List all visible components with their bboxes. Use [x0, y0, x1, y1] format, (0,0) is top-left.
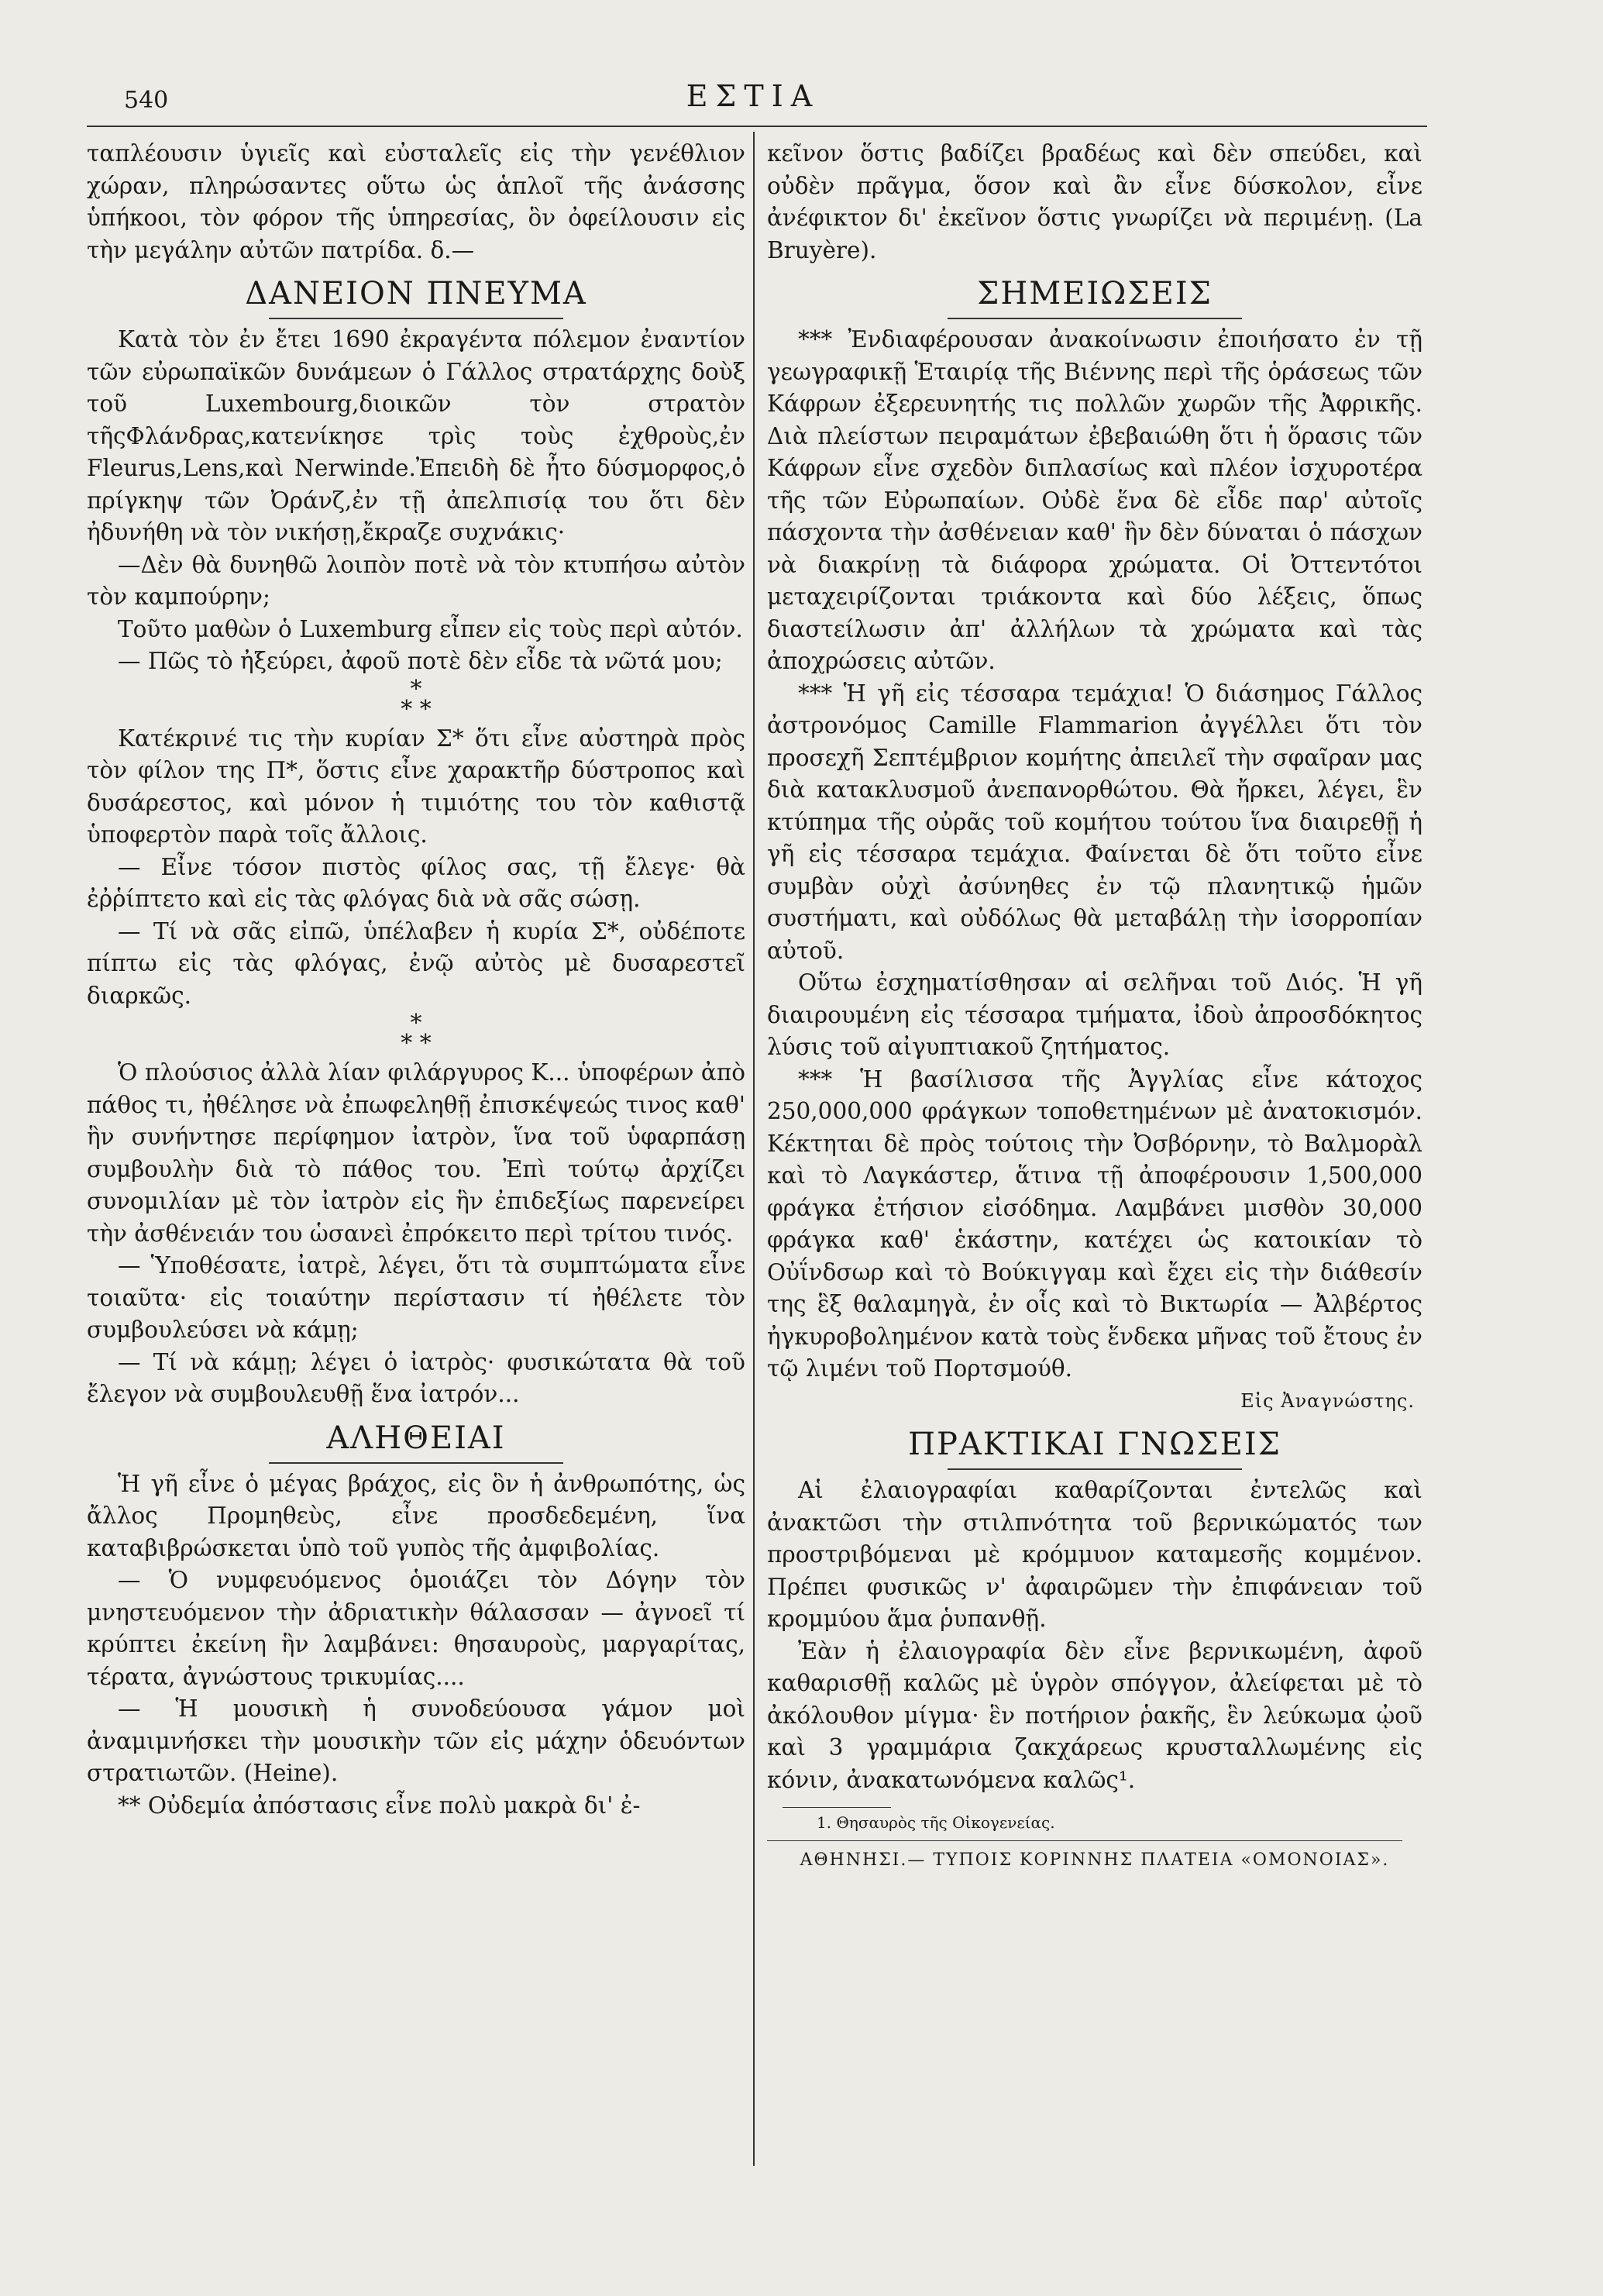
page-header [87, 77, 1419, 132]
heading-rule [269, 318, 563, 319]
column-divider [753, 132, 755, 2166]
paragraph: Οὕτω ἐσχηματίσθησαν αἱ σελῆναι τοῦ Διός. Ἡ γῆ διαιρουμένη εἰς τέσσαρα τμήματα, ἰδοὺ ἀπροσδόκητος λύσις τοῦ αἰγυπτιακοῦ ζητήματος. [767, 969, 1422, 1060]
signature: δ.— [430, 236, 475, 263]
heading-rule [948, 1468, 1242, 1470]
page-number: 540 [124, 87, 169, 114]
paragraph: Κατέκρινέ τις τὴν κυρίαν Σ* ὅτι εἶνε αὐστηρὰ πρὸς τὸν φίλον της Π*, ὅστις εἶνε χαρακτῆρ δύστροπος καὶ δυσάρεστος, καὶ μόνον ἡ τιμιότης του τὸν καθιστᾷ ὑποφερτὸν παρὰ τοῖς ἄλλοις. [87, 725, 745, 848]
footnote: 1. Θησαυρὸς τῆς Οἰκογενείας. [817, 1813, 1055, 1832]
section-heading: ΔΑΝΕΙΟΝ ΠΝΕΥΜΑ [245, 276, 587, 312]
paragraph: — Τί νὰ σᾶς εἰπῶ, ὑπέλαβεν ἡ κυρία Σ*, οὐδέποτε πίπτω εἰς τὰς φλόγας, ἐνῷ αὐτὸς μὲ δυσαρεστεῖ διαρκῶς. [87, 917, 745, 1009]
section-heading: ΣΗΜΕΙΩΣΕΙΣ [977, 276, 1213, 312]
paragraph: — Τί νὰ κάμῃ; λέγει ὁ ἰατρὸς· φυσικώτατα θὰ τοῦ ἔλεγον νὰ συμβουλευθῇ ἕνα ἰατρόν... [87, 1348, 745, 1407]
footnote-rule [783, 1807, 891, 1808]
signature: Εἰς Ἀναγνώστης. [1240, 1389, 1415, 1412]
heading-rule [948, 318, 1242, 319]
paragraph: Αἱ ἐλαιογραφίαι καθαρίζονται ἐντελῶς καὶ ἀνακτῶσι τὴν στιλπνότητα τοῦ βερνικώματός των προστριβόμεναι μὲ κρόμμυον καταμεσῆς κομμένον. Πρέπει φυσικῶς ν' ἀφαιρῶμεν τὴν ἐπιφάνειαν τοῦ κρομμύου ἅμα ῥυπανθῇ. [767, 1477, 1422, 1632]
paragraph: — Ὁ νυμφευόμενος ὁμοιάζει τὸν Δόγην τὸν μνηστευόμενον τὴν ἀδριατικὴν θάλασσαν — ἀγνοεῖ τί κρύπτει ἐκείνη ἣν λαμβάνει: θησαυροὺς, μαργαρίτας, τέρατα, ἀγνώστους τρικυμίας.... [87, 1567, 745, 1690]
printer-imprint: ΑΘΗΝΗΣΙ.— ΤΥΠΟΙΣ ΚΟΡΙΝΝΗΣ ΠΛΑΤΕΙΑ «ΟΜΟΝΟΙΑΣ». [800, 1850, 1390, 1870]
paragraph: — Ὑποθέσατε, ἰατρὲ, λέγει, ὅτι τὰ συμπτώματα εἶνε τοιαῦτα· εἰς τοιαύτην περίστασιν τί ἠθέλετε τὸν συμβουλεύσει νὰ κάμῃ; [87, 1252, 745, 1343]
paragraph: — Εἶνε τόσον πιστὸς φίλος σας, τῇ ἔλεγε· θὰ ἐῤῥίπτετο καὶ εἰς τὰς φλόγας διὰ νὰ σᾶς σώσῃ. [87, 853, 745, 912]
paragraph: *** Ἐνδιαφέρουσαν ἀνακοίνωσιν ἐποιήσατο ἐν τῇ γεωγραφικῇ Ἑταιρίᾳ τῆς Βιέννης περὶ τῆς ὁράσεως τῶν Κάφρων ἐξερευνητής τις πολλῶν χωρῶν τῆς Ἀφρικῆς. Διὰ πλείστων πειραμάτων ἐβεβαιώθη ὅτι ἡ ὅρασις τῶν Κάφρων εἶνε σχεδὸν διπλασίως καὶ πλέον ἰσχυροτέρα τῆς τῶν Εὐρωπαίων. Οὐδὲ ἕνα δὲ εἶδε παρ' αὐτοῖς πάσχοντα τὴν ἀσθένειαν καθ' ἣν δὲν δύναται ὁ πάσχων νὰ διακρίνῃ τὰ διάφορα χρώματα. Οἱ Ὀττεντότοι μεταχειρίζονται τριάκοντα καὶ δύο λέξεις, ὅπως διαστείλωσιν ἀπ' ἀλλήλων τὰ χρώματα καὶ τὰς ἀποχρώσεις αὐτῶν. [767, 326, 1422, 674]
paragraph: Ὁ πλούσιος ἀλλὰ λίαν φιλάργυρος Κ... ὑποφέρων ἀπὸ πάθος τι, ἠθέλησε νὰ ἐπωφεληθῇ ἐπισκέψεώς τινος καθ' ἣν συνήντησε περίφημον ἰατρὸν, ἵνα τοῦ ὑφαρπάσῃ συμβουλὴν διὰ τὸ πάθος του. Ἐπὶ τούτῳ ἀρχίζει συνομιλίαν μὲ τὸν ἰατρὸν εἰς ἣν ἐπιδεξίως παρενείρει τὴν ἀσθένειάν του ὡσανεὶ ἐπρόκειτο περὶ τρίτου τινός. [87, 1059, 745, 1247]
paragraph: *** Ἡ βασίλισσα τῆς Ἀγγλίας εἶνε κάτοχος 250,000,000 φράγκων τοποθετημένων μὲ ἀνατοκισμόν. Κέκτηται δὲ πρὸς τούτοις τὴν Ὀσβόρνην, τὸ Βαλμορὰλ καὶ τὸ Λαγκάστερ, ἅτινα τῇ ἀποφέρουσιν 1,500,000 φράγκα ἐτήσιον εἰσόδημα. Λαμβάνει μισθὸν 30,000 φράγκα καθ' ἑκάστην, κατέχει ὡς κατοικίαν τὸ Οὐΐνδσωρ καὶ τὸ Βούκιγγαμ καὶ ἔχει εἰς τὴν διάθεσίν της ἓξ θαλαμηγὰ, ἐν οἷς καὶ τὸ Βικτωρία — Ἀλβέρτος ἠγκυροβολημένον κατὰ τοὺς ἕνδεκα μῆνας τοῦ ἔτους ἐν τῷ λιμένι τοῦ Πορτσμούθ. [767, 1065, 1422, 1382]
paragraph: —Δὲν θὰ δυνηθῶ λοιπὸν ποτὲ νὰ τὸν κτυπήσω αὐτὸν τὸν καμπούρην; [87, 551, 745, 610]
running-title: ΕΣΤΙΑ [686, 79, 820, 113]
asterism-separator: * * * [401, 1010, 432, 1057]
paragraph: Ἐὰν ἡ ἐλαιογραφία δὲν εἶνε βερνικωμένη, ἀφοῦ καθαρισθῇ καλῶς μὲ ὑγρὸν σπόγγον, ἀλείφεται μὲ τὸ ἀκόλουθον μίγμα· ἓν ποτήριον ῥακῆς, ἓν λεύκωμα ᾠοῦ καὶ 3 γραμμάρια ζακχάρεως κρυσταλλωμένης εἰς κόνιν, ἀνακατωνόμενα καλῶς¹. [767, 1637, 1422, 1793]
paragraph: ταπλέουσιν ὑγιεῖς καὶ εὐσταλεῖς εἰς τὴν γενέθλιον χώραν, πληρώσαντες οὕτω ὡς ἁπλοῖ τῆς ἀνάσσης ὑπήκοοι, τὸν φόρον τῆς ὑπηρεσίας, ὃν ὀφείλουσιν εἰς τὴν μεγάλην αὐτῶν πατρίδα. δ.— [87, 140, 745, 263]
paragraph: — Ἡ μουσικὴ ἡ συνοδεύουσα γάμον μοὶ ἀναμιμνήσκει τὴν μουσικὴν τῶν εἰς μάχην ὁδευόντων στρατιωτῶν. (Heine). [87, 1695, 745, 1786]
paragraph: Τοῦτο μαθὼν ὁ Luxemburg εἶπεν εἰς τοὺς περὶ αὐτόν. [118, 615, 743, 642]
paragraph: κεῖνον ὅστις βαδίζει βραδέως καὶ δὲν σπεύδει, καὶ οὐδὲν πρᾶγμα, ὅσον καὶ ἂν εἶνε δύσκολον, εἶνε ἀνέφικτον δι' ἐκεῖνον ὅστις γνωρίζει νὰ περιμένῃ. (La Bruyère). [767, 140, 1422, 263]
header-rule [87, 126, 1427, 127]
heading-rule [269, 1462, 563, 1464]
paragraph: — Πῶς τὸ ἠξεύρει, ἀφοῦ ποτὲ δὲν εἶδε τὰ νῶτά μου; [118, 648, 723, 674]
right-column [767, 138, 1422, 1877]
printer-rule [767, 1840, 1402, 1841]
section-heading: ΑΛΗΘΕΙΑΙ [326, 1420, 506, 1456]
paragraph: ** Οὐδεμία ἀπόστασις εἶνε πολὺ μακρὰ δι' ἐ- [118, 1792, 641, 1819]
left-column [87, 138, 745, 1822]
section-heading: ΠΡΑΚΤΙΚΑΙ ΓΝΩΣΕΙΣ [908, 1427, 1281, 1462]
asterism-separator: * * * [401, 675, 432, 723]
paragraph: *** Ἡ γῆ εἰς τέσσαρα τεμάχια! Ὁ διάσημος Γάλλος ἀστρονόμος Camille Flammarion ἀγγέλλει ὅτι τὸν προσεχῆ Σεπτέμβριον κομήτης ἀπειλεῖ τὴν σφαῖραν μας διὰ κατακλυσμοῦ ἀνεπανορθώτου. Θὰ ἤρκει, λέγει, ἓν κτύπημα τῆς οὐρᾶς τοῦ κομήτου τούτου ἵνα διαιρεθῇ ἡ γῆ εἰς τέσσαρα τεμάχια. Φαίνεται δὲ ὅτι τοῦτο εἶνε συμβὰν οὐχὶ ἀσύνηθες ἐν τῷ πλανητικῷ ἡμῶν συστήματι, καὶ οὐδόλως θὰ μεταβάλῃ τὴν ἰσορροπίαν αὐτοῦ. [767, 680, 1422, 964]
paragraph: Ἡ γῆ εἶνε ὁ μέγας βράχος, εἰς ὃν ἡ ἀνθρωπότης, ὡς ἄλλος Προμηθεὺς, εἶνε προσδεδεμένη, ἵνα καταβιβρώσκεται ὑπὸ τοῦ γυπὸς τῆς ἀμφιβολίας. [87, 1470, 745, 1561]
paragraph: Κατὰ τὸν ἐν ἔτει 1690 ἐκραγέντα πόλεμον ἐναντίον τῶν εὐρωπαϊκῶν δυνάμεων ὁ Γάλλος στρατάρχης δοὺξ τοῦ Luxembourg,διοικῶν τὸν στρατὸν τῆςΦλάνδρας,κατενίκησε τρὶς τοὺς ἐχθροὺς,ἐν Fleurus,Lens,καὶ Nerwinde.Ἐπειδὴ δὲ ἦτο δύσμορφος,ὁ πρίγκηψ τῶν Ὀράνζ,ἐν τῇ ἀπελπισίᾳ του ὅτι δὲν ἠδυνήθη νὰ τὸν νικήσῃ,ἔκραζε συχνάκις· [87, 326, 745, 546]
